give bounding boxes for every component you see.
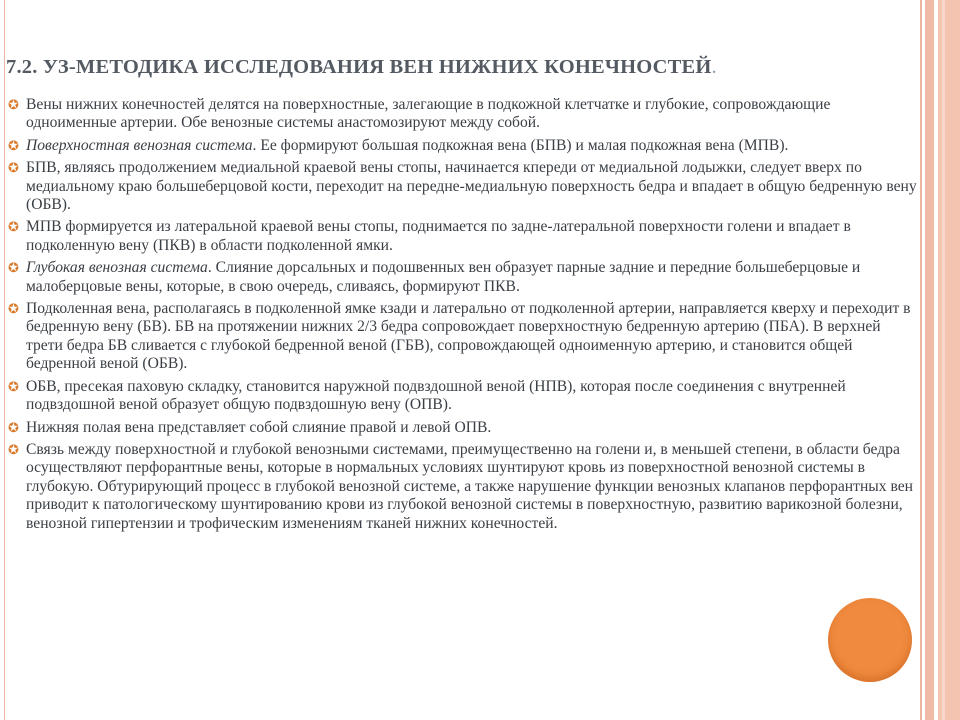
list-item-text: Нижняя полая вена представляет собой слияние правой и левой ОПВ. <box>26 418 492 436</box>
list-item <box>6 259 918 296</box>
bullet-list <box>6 96 918 537</box>
slide-title-dot: . <box>711 56 717 78</box>
slide-title-text: 7.2. УЗ-МЕТОДИКА ИССЛЕДОВАНИЯ ВЕН НИЖНИХ КОНЕЧНОСТЕЙ <box>6 56 712 78</box>
list-item <box>6 218 918 255</box>
bullet-icon: ✪ <box>8 219 19 235</box>
list-item <box>6 96 918 133</box>
list-item-text: Вены нижних конечностей делятся на поверхностные, залегающие в подкожной клетчатке и глубокие, сопровождающие одноименные артерии. Обе венозные системы анастомозируют между собой. <box>26 96 831 132</box>
list-item-lead: Поверхностная венозная система <box>26 136 253 154</box>
accent-circle <box>828 598 912 682</box>
bullet-icon: ✪ <box>8 137 19 153</box>
list-item <box>6 441 918 533</box>
bullet-icon: ✪ <box>8 419 19 435</box>
list-item-lead: Глубокая венозная система <box>26 259 208 277</box>
bullet-icon: ✪ <box>8 160 19 176</box>
bullet-icon: ✪ <box>8 260 19 276</box>
list-item-text: Связь между поверхностной и глубокой венозными системами, преимущественно на голени и, в меньшей степени, в области бедра осуществляют перфорантные вены, которые в нормальных условиях шунтируют кровь из поверхностной венозной системы в глубокую. Обтурирующий процесс в глубокой венозной системе, а также нарушение функции венозных клапанов перфорантных вен приводит к патологическому шунтированию крови из глубокой венозной системы в поверхностную, развитию варикозной болезни, венозной гипертензии и трофическим изменениям тканей нижних конечностей. <box>26 440 914 532</box>
list-item <box>6 300 918 374</box>
bullet-icon: ✪ <box>8 378 19 394</box>
list-item <box>6 137 918 155</box>
list-item-text: . Слияние дорсальных и подошвенных вен образует парные задние и передние большеберцовые и малоберцовые вены, которые, в свою очередь, сливаясь, формируют ПКВ. <box>26 259 861 295</box>
list-item-text: МПВ формируется из латеральной краевой вены стопы, поднимается по задне-латеральной поверхности голени и впадает в подколенную вену (ПКВ) в области подколенной ямки. <box>26 218 851 254</box>
bullet-icon: ✪ <box>8 441 19 457</box>
right-decor-stripe-wide <box>938 0 960 720</box>
list-item <box>6 419 918 437</box>
bullet-icon: ✪ <box>8 301 19 317</box>
bullet-icon: ✪ <box>8 97 19 112</box>
list-item-text: Подколенная вена, располагаясь в подколенной ямке кзади и латерально от подколенной артерии, направляется кверху и переходит в бедренную вену (БВ). БВ на протяжении нижних 2/3 бедра сопровождает поверхностную бедренную артерию (ПБА). В верхней трети бедра БВ сливается с глубокой бедренной веной (ГБВ), сопровождающей одноименную артерию, и становится общей бедренной веной (ОБВ). <box>26 300 911 373</box>
left-border-line <box>4 0 5 720</box>
slide-title <box>6 56 916 79</box>
right-decor-stripe-thin <box>920 0 922 720</box>
right-decor-stripe-medium <box>925 0 934 720</box>
list-item <box>6 159 918 214</box>
list-item <box>6 378 918 415</box>
list-item-text: . Ее формируют большая подкожная вена (БПВ) и малая подкожная вена (МПВ). <box>252 136 789 154</box>
list-item-text: ОБВ, пресекая паховую складку, становится наружной подвздошной веной (НПВ), которая после соединения с внутренней подвздошной веной образует общую подвздошную вену (ОПВ). <box>26 377 846 414</box>
list-item-text: БПВ, являясь продолжением медиальной краевой вены стопы, начинается кпереди от медиальной лодыжки, следует вверх по медиальному краю большеберцовой кости, переходит на передне-медиальную поверхность бедра и впадает в общую бедренную вену (ОБВ). <box>26 159 917 214</box>
